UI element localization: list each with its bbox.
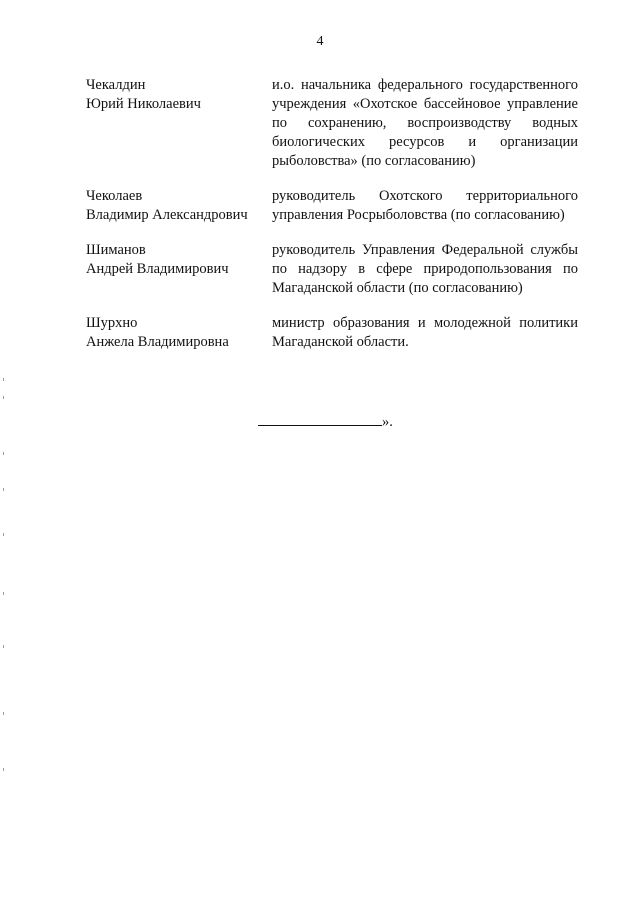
- scan-edge-speck: [3, 768, 4, 771]
- member-role: министр образования и молодежной политики Магаданской области.: [272, 315, 578, 350]
- scan-edge-speck: [3, 396, 4, 399]
- scan-edge-speck: [3, 378, 4, 381]
- member-name: [86, 76, 272, 114]
- member-name: [86, 314, 272, 352]
- scan-edge-speck: [3, 488, 4, 491]
- scan-edge-speck: [3, 645, 4, 648]
- roster-entry: [86, 314, 578, 352]
- member-role: руководитель Охотского территориального управления Росрыболовства (по согласованию): [272, 188, 578, 223]
- member-role: руководитель Управления Федеральной службы по надзору в сфере природопользования по Магаданской области (по согласованию): [272, 242, 578, 296]
- scan-edge-speck: [3, 452, 4, 455]
- roster-entry: [86, 187, 578, 225]
- roster-entry: [86, 76, 578, 171]
- scan-edge-speck: [3, 712, 4, 715]
- member-given-names: Юрий Николаевич: [86, 96, 201, 112]
- roster-entry: [86, 241, 578, 298]
- member-name: [86, 187, 272, 225]
- member-name: [86, 241, 272, 279]
- closing-quote: ».: [382, 414, 393, 430]
- scan-edge-speck: [3, 533, 4, 536]
- member-surname: Чекалдин: [86, 77, 146, 93]
- member-given-names: Владимир Александрович: [86, 207, 248, 223]
- closing-rule: [258, 411, 382, 426]
- scan-edge-speck: [3, 592, 4, 595]
- commission-roster: [86, 76, 578, 352]
- member-surname: Шурхно: [86, 315, 138, 331]
- member-given-names: Андрей Владимирович: [86, 261, 229, 277]
- member-role: и.о. начальника федерального государственного учреждения «Охотское бассейновое управление по сохранению, воспроизводству водных биологических ресурсов и организации рыболовства» (по согласованию): [272, 77, 578, 169]
- member-surname: Шиманов: [86, 242, 146, 258]
- page-number: 4: [316, 34, 324, 49]
- member-surname: Чеколаев: [86, 188, 143, 204]
- closing-mark: [258, 411, 393, 432]
- member-given-names: Анжела Владимировна: [86, 334, 229, 350]
